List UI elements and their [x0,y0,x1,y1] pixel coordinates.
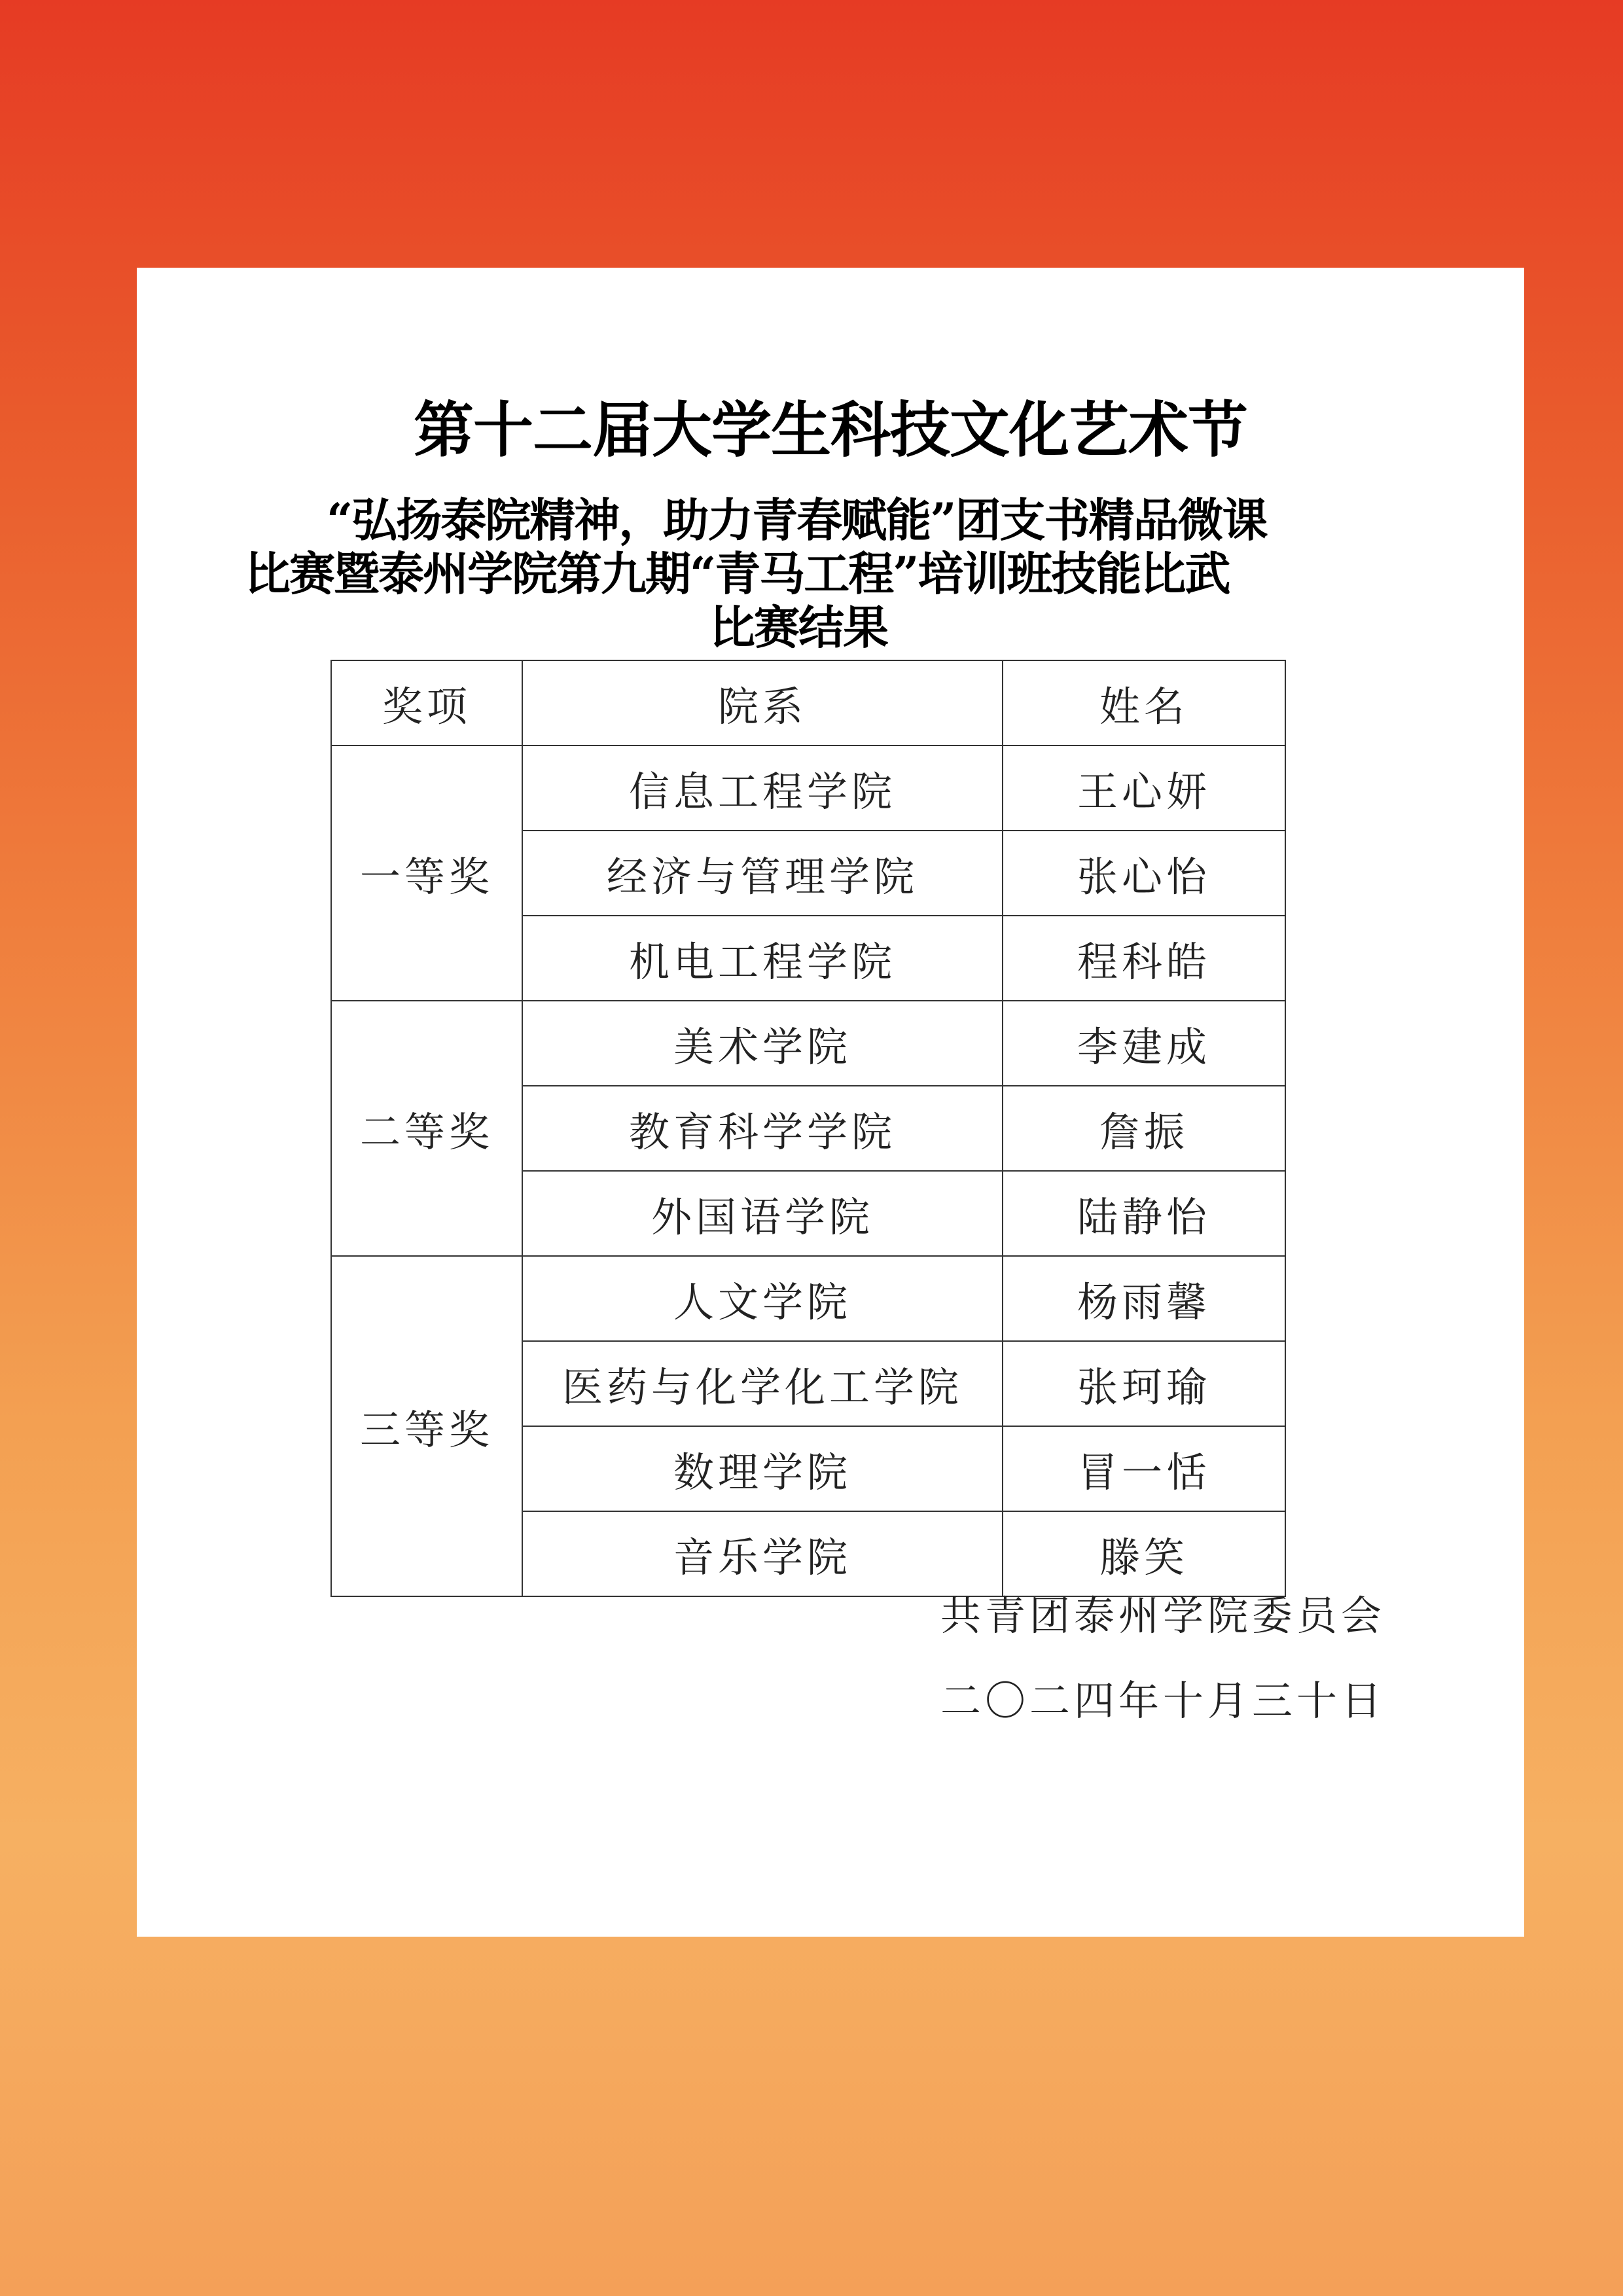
award-cell-first-prize: 一等奖 [331,745,522,1001]
department-cell: 医药与化学化工学院 [522,1341,1003,1426]
department-cell: 音乐学院 [522,1511,1003,1596]
department-cell: 教育科学学院 [522,1086,1003,1171]
department-cell: 数理学院 [522,1426,1003,1511]
document-footer [940,1573,1516,1744]
department-cell: 机电工程学院 [522,916,1003,1001]
results-table [330,660,1286,1597]
table-row [331,1256,1285,1341]
header-award: 奖项 [331,660,522,745]
subtitle-line-3: 比赛结果 [709,600,887,655]
subtitle-line-1: “弘扬泰院精神，助力青春赋能”团支书精品微课 [327,493,1267,547]
award-cell-third-prize: 三等奖 [331,1256,522,1596]
name-cell: 张珂瑜 [1003,1341,1285,1426]
name-cell: 张心怡 [1003,831,1285,916]
table-header-row [331,660,1285,745]
document-card [137,268,1524,1937]
name-cell: 詹振 [1003,1086,1285,1171]
award-cell-second-prize: 二等奖 [331,1001,522,1256]
department-cell: 人文学院 [522,1256,1003,1341]
department-cell: 经济与管理学院 [522,831,1003,916]
document-title: 第十二届大学生科技文化艺术节 [413,395,1247,465]
name-cell: 滕笑 [1003,1511,1285,1596]
subtitle-line-2: 比赛暨泰州学院第九期“青马工程”培训班技能比武 [245,547,1230,601]
document-subtitle [245,493,1514,655]
table-row [331,745,1285,831]
name-cell: 冒一恬 [1003,1426,1285,1511]
header-name: 姓名 [1003,660,1285,745]
name-cell: 陆静怡 [1003,1171,1285,1256]
table-row [331,1001,1285,1086]
department-cell: 外国语学院 [522,1171,1003,1256]
department-cell: 美术学院 [522,1001,1003,1086]
department-cell: 信息工程学院 [522,745,1003,831]
footer-organization: 共青团泰州学院委员会 [940,1592,1386,1640]
name-cell: 王心妍 [1003,745,1285,831]
name-cell: 李建成 [1003,1001,1285,1086]
name-cell: 杨雨馨 [1003,1256,1285,1341]
name-cell: 程科皓 [1003,916,1285,1001]
header-department: 院系 [522,660,1003,745]
footer-date: 二〇二四年十月三十日 [940,1677,1386,1725]
